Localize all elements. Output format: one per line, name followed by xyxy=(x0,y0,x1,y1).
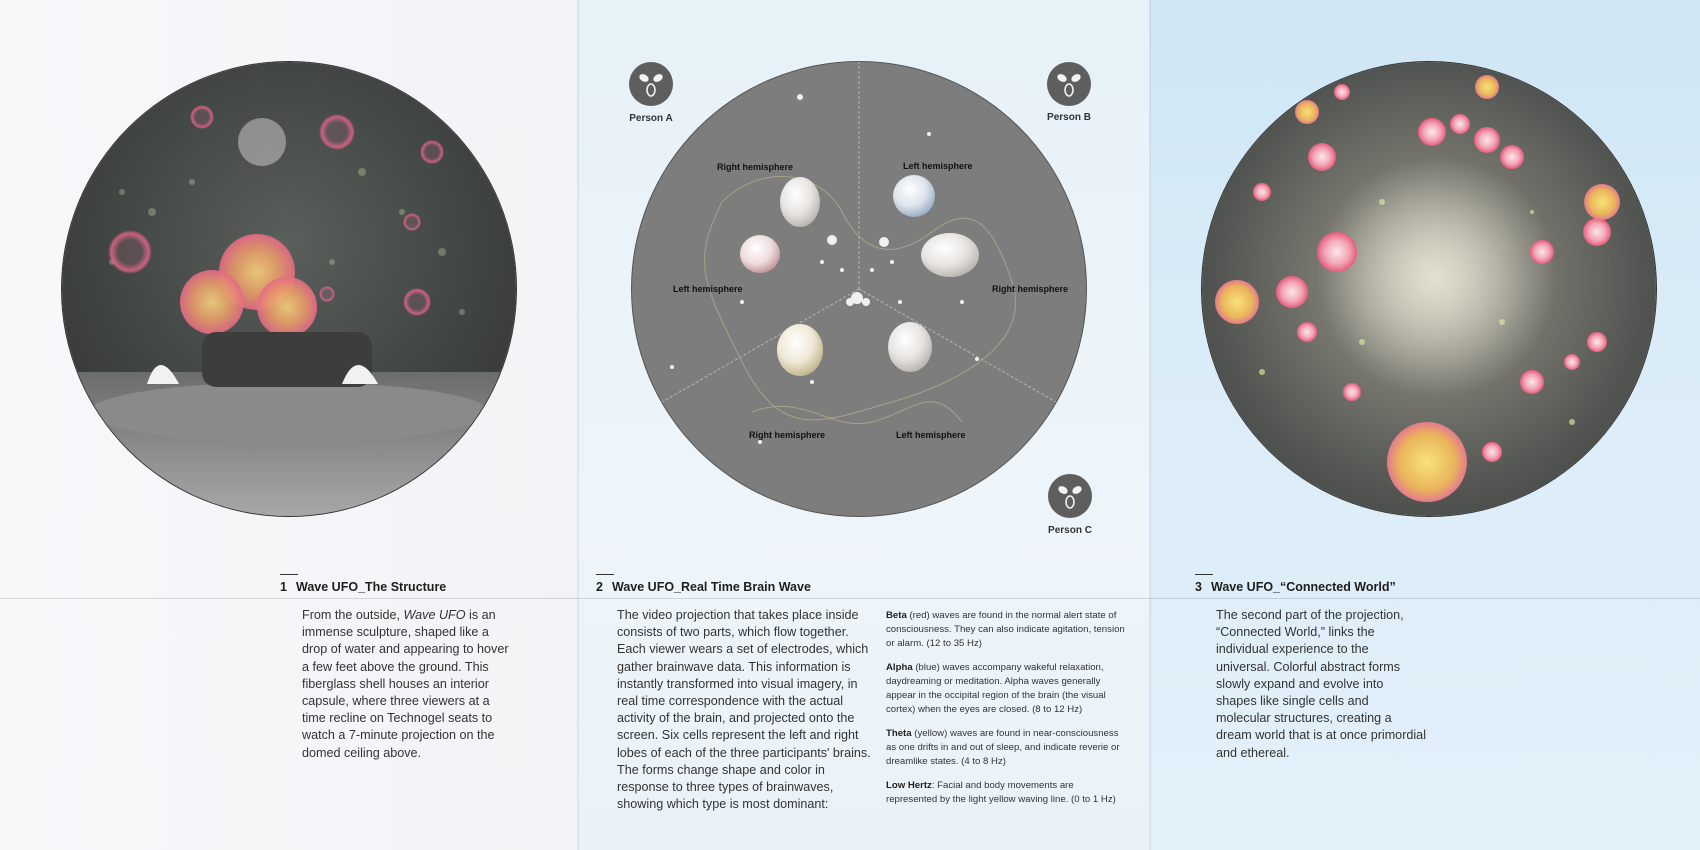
caption-connected-world xyxy=(1195,580,1396,594)
person-label: Person A xyxy=(629,113,673,124)
structure-body-text: is an immense sculpture, shaped like a drop of water and appearing to hover a few feet above the ground. This fiberglass shell houses an interior capsule, where three viewers at a time recline on Technogel seats to watch a 7-minute projection on the domed ceiling above. xyxy=(302,608,509,760)
structure-image xyxy=(62,62,516,516)
caption-title: Wave UFO_The Structure xyxy=(296,580,447,594)
fold-line-horizontal xyxy=(0,598,1700,599)
hemisphere-label: Right hemisphere xyxy=(717,162,794,172)
wave-type-name: Beta xyxy=(886,610,907,621)
hemisphere-label: Left hemisphere xyxy=(673,284,743,294)
connected-world-image xyxy=(1202,62,1656,516)
person-b-icon xyxy=(1047,62,1091,106)
structure-body xyxy=(302,607,516,762)
caption-rule xyxy=(596,574,614,575)
caption-structure xyxy=(280,580,446,594)
fold-line xyxy=(1149,0,1151,850)
wave-type-low-hertz xyxy=(886,779,1126,807)
hemisphere-label: Left hemisphere xyxy=(896,430,966,440)
wave-type-text: (red) waves are found in the normal alert state of consciousness. They can also indicate agitation, tension or alarm. (12 to 35 Hz) xyxy=(886,610,1125,649)
caption-title: Wave UFO_“Connected World” xyxy=(1211,580,1396,594)
person-label: Person C xyxy=(1048,525,1092,536)
wave-type-text: (blue) waves accompany wakeful relaxation, daydreaming or meditation. Alpha waves generally appear in the occipital region of the brain (the visual cortex) when the eyes are closed. (8 to 12 Hz) xyxy=(886,662,1106,715)
structure-body-emphasis: Wave UFO xyxy=(403,608,466,622)
fold-line xyxy=(577,0,579,850)
caption-number: 3 xyxy=(1195,580,1202,594)
structure-body-text: From the outside, xyxy=(302,608,404,622)
caption-number: 1 xyxy=(280,580,287,594)
wave-type-alpha xyxy=(886,661,1126,717)
wave-type-beta xyxy=(886,609,1126,651)
wave-type-name: Low Hertz xyxy=(886,780,932,791)
person-a-icon xyxy=(629,62,673,106)
person-label: Person B xyxy=(1047,112,1091,123)
caption-rule xyxy=(280,574,298,575)
brain-wave-body: The video projection that takes place inside consists of two parts, which flow together. Each viewer wears a set of electrodes, which gather brainwave data. This information is instantly transformed into visual imagery, in real time correspondence with the actual activity of the brain, and projected onto the screen. Six cells represent the left and right lobes of each of the three participants' brains. The forms change shape and color in response to three types of brainwaves, showing which type is most dominant: xyxy=(617,608,871,812)
wave-type-name: Alpha xyxy=(886,662,913,673)
hemisphere-label: Left hemisphere xyxy=(903,161,973,171)
hemisphere-label: Right hemisphere xyxy=(749,430,826,440)
wave-type-text: : Facial and body movements are represented by the light yellow waving line. (0 to 1 Hz) xyxy=(886,780,1116,805)
wave-type-name: Theta xyxy=(886,728,912,739)
wave-types-list xyxy=(886,609,1126,817)
caption-rule xyxy=(1195,574,1213,575)
caption-title: Wave UFO_Real Time Brain Wave xyxy=(612,580,811,594)
wave-type-text: (yellow) waves are found in near-consciousness as one drifts in and out of sleep, and indicate reverie or dreamlike states. (4 to 8 Hz) xyxy=(886,728,1120,767)
caption-brain-wave xyxy=(596,580,811,594)
hemisphere-label: Right hemisphere xyxy=(992,284,1069,294)
wave-type-theta xyxy=(886,727,1126,769)
connected-world-body: The second part of the projection, “Connected World,” links the individual experience to the universal. Colorful abstract forms slowly expand and evolve into shapes like single cells and molecular structures, creating a dream world that is at once primordial and ethereal. xyxy=(1216,608,1426,760)
caption-number: 2 xyxy=(596,580,603,594)
person-c-icon xyxy=(1048,474,1092,518)
